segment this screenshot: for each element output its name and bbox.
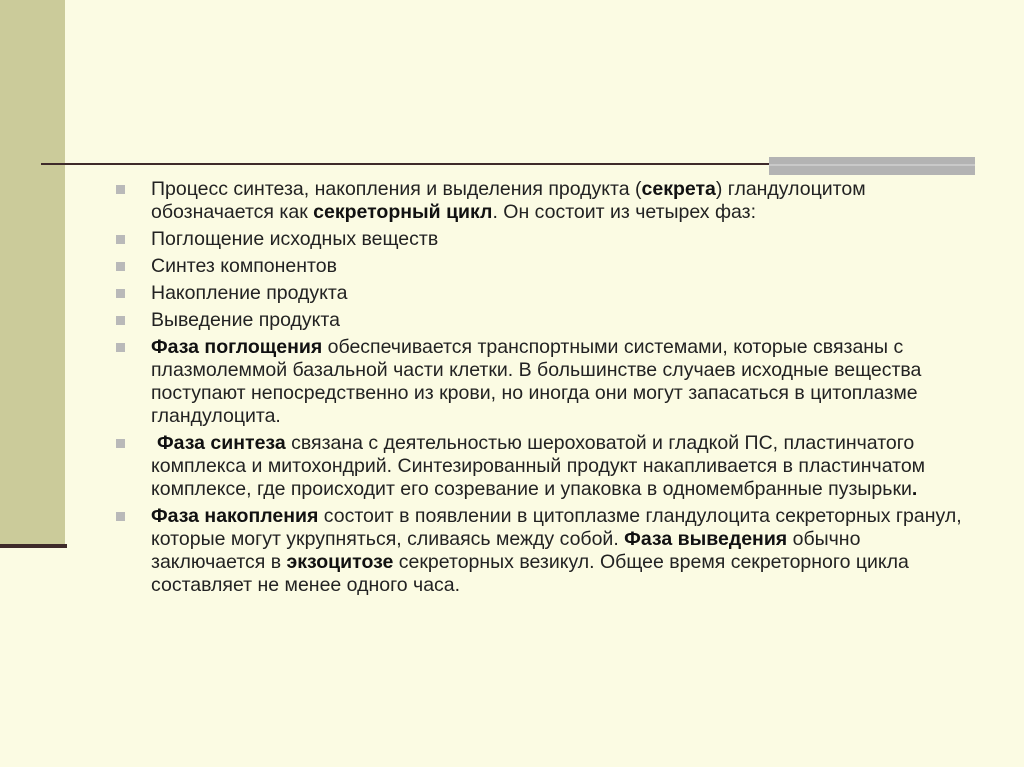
item-bold-text: Фаза синтеза [157, 432, 286, 454]
list-item [116, 432, 966, 501]
list-item [116, 255, 966, 278]
list-item [116, 336, 966, 428]
item-text: секреторных везикул. Общее время секреторного цикла составляет не менее одного часа. [151, 551, 909, 596]
header-gray-bar [769, 157, 975, 175]
item-text: Процесс синтеза, накопления и выделения продукта ( [151, 178, 642, 200]
item-text: состоит в появлении в цитоплазме гландулоцита секреторных гранул, которые могут укрупняться, сливаясь между собой. [151, 505, 962, 550]
item-text: связана с деятельностью шероховатой и гладкой ПС, пластинчатого комплекса и митохондрий. Синтезированный продукт накапливается в пластинчатом комплексе, где происходит его созревание и упаковка в одномембранные пузырьки [151, 432, 926, 500]
bullet-list [116, 178, 966, 601]
item-text: Выведение продукта [151, 309, 340, 331]
bullet-square-icon [116, 343, 125, 352]
bullet-square-icon [116, 185, 125, 194]
item-text: обеспечивается транспортными системами, которые связаны с плазмолеммой базальной части клетки. В большинстве случаев исходные вещества поступают непосредственно из крови, но иногда они могут запасаться в цитоплазме гландулоцита. [151, 336, 922, 427]
item-bold-text: Фаза поглощения [151, 336, 323, 358]
bullet-square-icon [116, 316, 125, 325]
item-text: Накопление продукта [151, 282, 348, 304]
item-bold-text: секреторный цикл [313, 201, 493, 223]
item-bold-text: Фаза накопления [151, 505, 319, 527]
list-item [116, 309, 966, 332]
bullet-square-icon [116, 289, 125, 298]
item-bold-text: Фаза выведения [624, 528, 788, 550]
item-bold-text: секрета [641, 178, 716, 200]
item-text: обычно заключается в [151, 528, 861, 573]
list-item [116, 228, 966, 251]
left-decor-line [0, 544, 67, 548]
item-bold-text: . [911, 478, 918, 500]
bullet-square-icon [116, 512, 125, 521]
list-item [116, 282, 966, 305]
item-bold-text: экзоцитозе [286, 551, 394, 573]
list-item [116, 505, 966, 597]
item-text: Синтез компонентов [151, 255, 337, 277]
item-text: Поглощение исходных веществ [151, 228, 439, 250]
bullet-square-icon [116, 439, 125, 448]
left-decor-band [0, 0, 65, 547]
item-text: . Он состоит из четырех фаз: [492, 201, 757, 223]
bullet-square-icon [116, 262, 125, 271]
list-item [116, 178, 966, 224]
item-text: ) гландулоцитом обозначается как [151, 178, 866, 223]
bullet-square-icon [116, 235, 125, 244]
